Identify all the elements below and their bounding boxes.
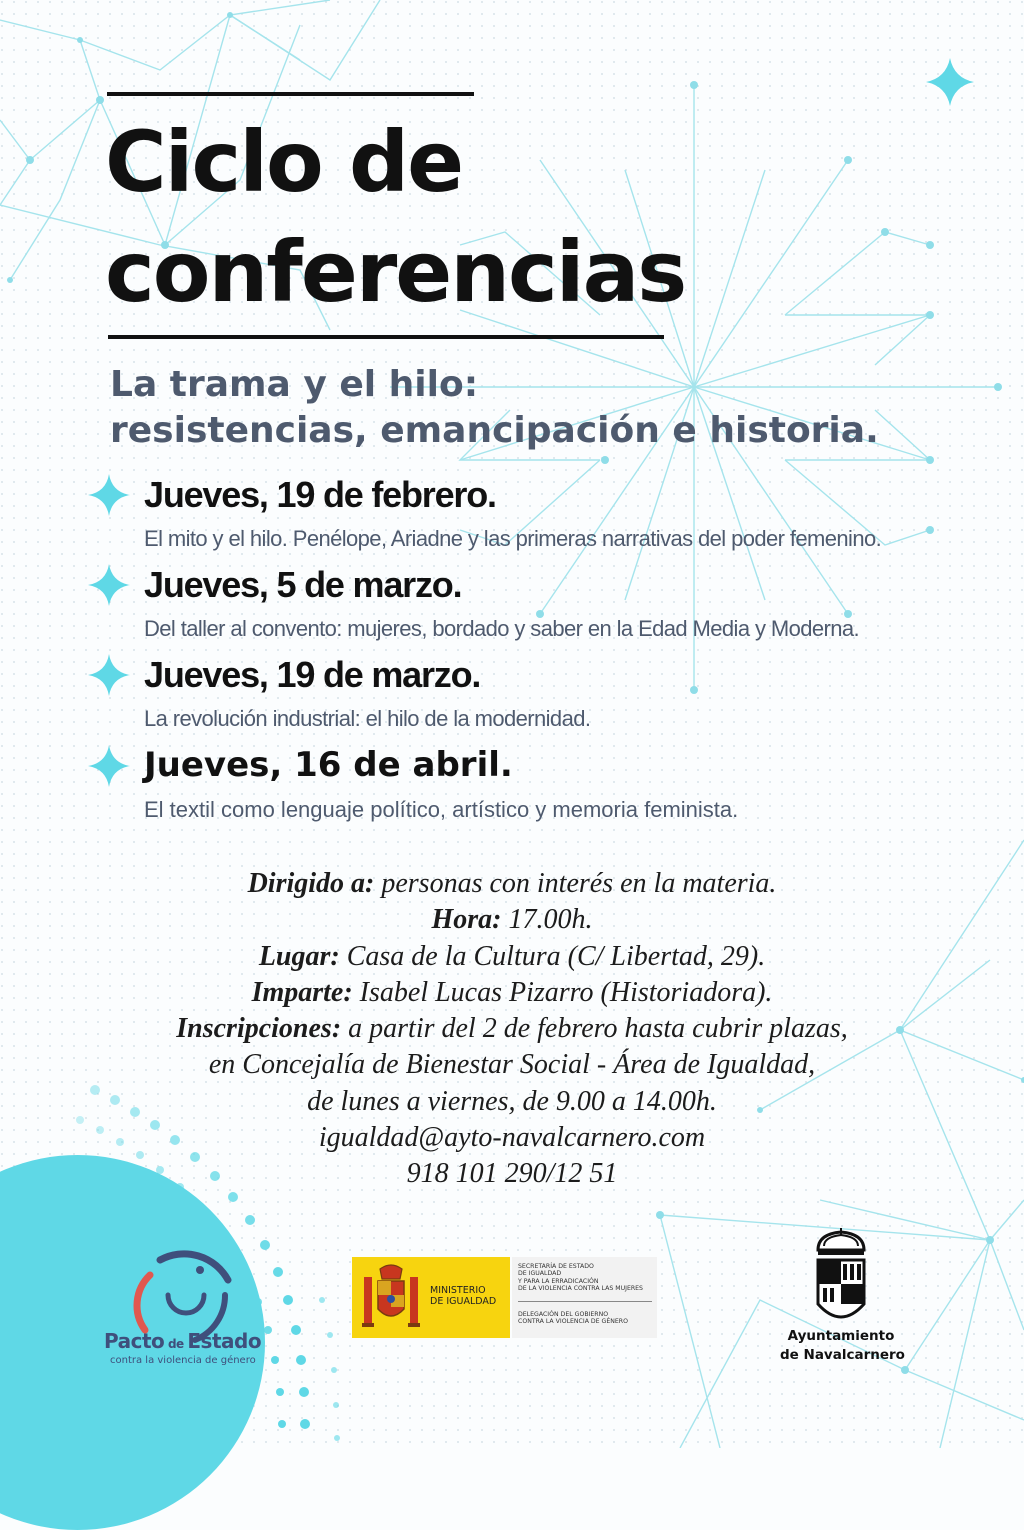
subtitle (110, 362, 970, 454)
sparkle-icon (88, 474, 130, 516)
info-block (0, 866, 1024, 1193)
session-date: Jueves, 19 de febrero. (144, 474, 496, 515)
audience-value: personas con interés en la materia. (374, 868, 777, 899)
subtitle-line-2: resistencias, emancipación e historia. (110, 410, 879, 451)
ministry-secretariat: SECRETARÍA DE ESTADO DE IGUALDAD Y PARA LA ERRADICACIÓN DE LA VIOLENCIA CONTRA LAS MUJERES (518, 1263, 643, 1292)
title-rule-bottom (108, 335, 664, 339)
ministerio-igualdad-logo (352, 1257, 657, 1338)
sparkle-icon (88, 745, 130, 787)
title-rule-top (107, 92, 474, 96)
ayuntamiento-logo (780, 1228, 905, 1363)
place-line (0, 939, 1024, 975)
session-description: El mito y el hilo. Penélope, Ariadne y las primeras narrativas del poder femenino. (144, 526, 882, 551)
contact-email[interactable]: igualdad@ayto-navalcarnero.com (318, 1122, 706, 1154)
spanish-coat-of-arms-icon (360, 1263, 422, 1333)
place-label: Lugar: (258, 940, 340, 972)
pacto-tagline: contra la violencia de género (110, 1355, 256, 1366)
time-label: Hora: (431, 904, 502, 936)
registration-line-2: en Concejalía de Bienestar Social - Área de Igualdad, (208, 1049, 816, 1081)
pacto-name: Pacto de Estado (104, 1329, 262, 1353)
time-value: 17.00h. (501, 904, 593, 936)
session-date: Jueves, 16 de abril. (144, 745, 513, 785)
audience-line (0, 866, 1024, 902)
registration-line (0, 1011, 1024, 1047)
ayuntamiento-name: Ayuntamiento de Navalcarnero (780, 1328, 905, 1363)
subtitle-line-1: La trama y el hilo: (110, 364, 479, 405)
time-line (0, 902, 1024, 938)
registration-line-3: de lunes a viernes, de 9.00 a 14.00h. (307, 1085, 717, 1117)
title-line-1: Ciclo de (105, 113, 463, 211)
speaker-line (0, 975, 1024, 1011)
session-date: Jueves, 5 de marzo. (144, 564, 462, 605)
session-description: Del taller al convento: mujeres, bordado y saber en la Edad Media y Moderna. (144, 616, 860, 641)
ministry-delegation: DELEGACIÓN DEL GOBIERNO CONTRA LA VIOLENCIA DE GÉNERO (518, 1311, 628, 1326)
speaker-value: Isabel Lucas Pizarro (Historiadora). (352, 976, 773, 1008)
registration-label: Inscripciones: (176, 1013, 342, 1045)
speaker-label: Imparte: (251, 976, 353, 1008)
audience-label: Dirigido a: (247, 868, 375, 899)
session-description: El textil como lenguaje político, artístico y memoria feminista. (144, 797, 739, 822)
title-line-2: conferencias (105, 223, 686, 321)
session-date: Jueves, 19 de marzo. (144, 654, 481, 695)
session-description: La revolución industrial: el hilo de la modernidad. (144, 706, 591, 731)
sparkle-icon (88, 564, 130, 606)
ministry-grey-panel (512, 1257, 657, 1338)
place-value: Casa de la Cultura (C/ Libertad, 29). (339, 940, 766, 972)
navalcarnero-shield-icon (810, 1228, 872, 1326)
ministry-divider (518, 1301, 652, 1302)
registration-value: a partir del 2 de febrero hasta cubrir plazas, (341, 1013, 848, 1045)
contact-phone: 918 101 290/12 51 (406, 1158, 618, 1190)
sparkle-icon (88, 654, 130, 696)
ministry-name: MINISTERIO DE IGUALDAD (430, 1285, 497, 1307)
ministry-yellow-panel (352, 1257, 510, 1338)
